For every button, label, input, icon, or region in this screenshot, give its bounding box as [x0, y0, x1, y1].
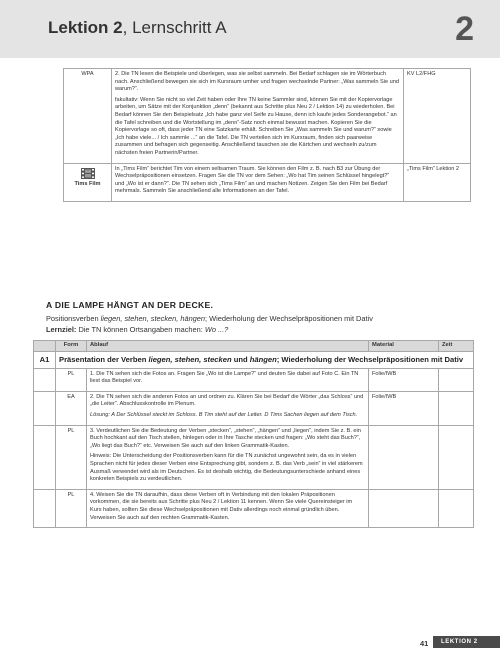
zeit-cell — [439, 425, 474, 489]
ablauf-cell — [87, 425, 369, 489]
form-cell: WPA — [64, 69, 112, 164]
table-row — [64, 163, 471, 201]
page-header — [0, 0, 500, 58]
table-row — [34, 368, 474, 391]
paragraph: 2. Die TN sehen sich die anderen Fotos an und ordnen zu. Klären Sie bei Bedarf die Wörter „das Schloss“ und „die Leiter“. Abschlusskontrolle im Plenum. — [90, 393, 364, 408]
table-header-row — [34, 341, 474, 352]
material-cell: „Tims Film“ Lektion 2 — [404, 163, 471, 201]
material-cell — [369, 489, 439, 527]
ablauf-cell — [87, 368, 369, 391]
paragraph: In „Tims Film“ berichtet Tim von einem seltsamen Traum. Sie können den Film z. B. nach B3 zur Übung der Wechselpräpositionen einsetzen. Fragen Sie die TN vor dem Sehen: „Wo hat Tim seinen Schlüssel hingelegt?“ und „Wo ist er dann?“. Die TN sehen sich „Tims Film“ an und machen Notizen. Zeigen Sie den Film bei Bedarf mehrmals. Sammeln Sie anschließend alle Informationen an der Tafel. — [115, 165, 390, 195]
material-cell: Folie/IWB — [369, 368, 439, 391]
solution-paragraph: Lösung: A Der Schlüssel steckt im Schloss. B Tim steht auf der Leiter. D Tims Sachen liegen auf dem Tisch. — [90, 411, 358, 418]
chapter-number: 2 — [455, 10, 474, 48]
topic-suffix: ; Wiederholung der Wechselpräpositionen mit Dativ — [205, 314, 373, 323]
a1-title-prefix: Präsentation der Verben — [59, 355, 149, 364]
header-form: Form — [56, 341, 87, 352]
material-cell — [369, 425, 439, 489]
a1-title-verbs: liegen, stehen, stecken — [148, 355, 232, 364]
form-cell: PL — [56, 368, 87, 391]
a1-title-last: hängen — [249, 355, 277, 364]
lesson-title: Lektion 2 — [48, 18, 123, 37]
empty-cell — [34, 391, 56, 425]
table-row — [34, 391, 474, 425]
topic-prefix: Positionsverben — [46, 314, 101, 323]
material-cell: Folie/IWB — [369, 391, 439, 425]
zeit-cell — [439, 391, 474, 425]
ablauf-cell — [87, 391, 369, 425]
lesson-step: , Lernschritt A — [122, 18, 227, 37]
paragraph: 1. Die TN sehen sich die Fotos an. Fragen Sie „Wo ist die Lampe?“ und deuten Sie dabei auf Foto C. Ein TN liest das Beispiel vor. — [90, 370, 359, 385]
topic-verbs: liegen, stehen, stecken, hängen — [100, 314, 206, 323]
table-row — [34, 425, 474, 489]
ablauf-cell — [87, 489, 369, 527]
lesson-tag: LEKTION 2 — [433, 636, 500, 648]
film-label: Tims Film — [74, 180, 101, 187]
ablauf-cell — [112, 69, 404, 164]
header-zeit: Zeit — [439, 341, 474, 352]
header-col1 — [34, 341, 56, 352]
top-table — [63, 68, 471, 202]
a1-title-row — [34, 352, 474, 369]
section-goal — [46, 325, 486, 334]
page-number: 41 — [420, 639, 429, 648]
section-title: A DIE LAMPE HÄNGT AN DER DECKE. — [46, 300, 214, 310]
empty-cell — [34, 368, 56, 391]
material-cell: KV L2/FHG — [404, 69, 471, 164]
a1-title-suffix: ; Wiederholung der Wechselpräpositionen mit Dativ — [276, 355, 464, 364]
paragraph: fakultativ: Wenn Sie nicht so viel Zeit haben oder Ihre TN keine Sammler sind, können Sie mit der Kopiervorlage arbeiten, um Sätze mit der Konjunktion „denn“ (bekannt aus Schritte plus Neu 2 / Lektion 14) zu wiederholen. Bei Bedarf können Sie den Beispielsatz „Ich habe ganz viel Seife zu Hause, denn ich kaufe jedes Sonderangebot.“ an die Tafel schreiben und die Wortstellung im „denn“-Satz noch einmal bewusst machen. Kopieren Sie die Kopiervorlage so oft, dass jeder TN eine Satzkarte erhält. Schreiben Sie „Was sammeln Sie und warum?“ sowie „Ich habe viele... / Ich sammle ...“ an die Tafel. Die TN verteilen sich im Kursraum, finden sich paarweise zusammen und befragen sich gegenseitig. Anschließend tauschen sie die Kärtchen und wechseln zu/zum nächsten freien Partnerin/Partner. — [115, 96, 397, 156]
goal-text: Die TN können Ortsangaben machen: — [76, 325, 205, 334]
hint-paragraph: Hinweis: Die Unterscheidung der Positionsverben kann für die TN zunächst ungewohnt sein, da es in vielen Sprachen nicht für jedes dieser Verben eine Entsprechung gibt, sondern z. B. das Verb „sein“ in viel stärkerem Ausmaß verwendet wird als im Deutschen. Es ist deshalb wichtig, die Bedeutungsunterschiede anhand eines konkreten Beispiels zu verdeutlichen. — [90, 453, 363, 483]
paragraph: 2. Die TN lesen die Beispiele und überlegen, was sie selbst sammeln. Bei Bedarf schlagen sie im Wörterbuch nach. Anschließend bewegen sie sich im Kursraum umher und fragen wechselnde Partner: „Was sammeln Sie und warum?“. — [115, 71, 399, 93]
header-ablauf: Ablauf — [87, 341, 369, 352]
table-row — [64, 69, 471, 164]
paragraph: 4. Weisen Sie die TN daraufhin, dass diese Verben oft in Verbindung mit den lokalen Präpositionen vorkommen, die sie bereits aus Schritte plus Neu 2 / Lektion 11 kennen. Wenn Sie viele Quereinsteiger im Kurs haben, sollten Sie diese Wechselpräpositionen mit Dativ allerdings noch einmal gründlich üben. Verweisen Sie auch auf den rechten Grammatik-Kasten. — [90, 491, 353, 521]
a1-title — [56, 352, 474, 369]
a1-title-and: und — [231, 355, 250, 364]
zeit-cell — [439, 368, 474, 391]
goal-example: Wo ...? — [204, 325, 229, 334]
header-material: Material — [369, 341, 439, 352]
empty-cell — [34, 489, 56, 527]
form-cell: EA — [56, 391, 87, 425]
goal-label: Lernziel: — [46, 325, 77, 334]
table-row — [34, 489, 474, 527]
ablauf-cell — [112, 163, 404, 201]
form-cell — [64, 163, 112, 201]
section-topic — [46, 314, 486, 323]
form-cell: PL — [56, 489, 87, 527]
page-title — [48, 18, 227, 38]
empty-cell — [34, 425, 56, 489]
paragraph: 3. Verdeutlichen Sie die Bedeutung der Verben „stecken“, „stehen“, „hängen“ und „liegen“, indem Sie z. B. ein Buch hochkant auf den Tisch stellen, hinlegen oder in Ihre Tasche stecken und fragen: „Wo steht das Buch?“, „Wo liegt das Buch?“ etc. Verweisen Sie auch auf den linken Grammatik-Kasten. — [90, 427, 361, 449]
zeit-cell — [439, 489, 474, 527]
a1-label: A1 — [34, 352, 56, 369]
form-cell: PL — [56, 425, 87, 489]
film-icon — [81, 168, 95, 179]
lesson-table — [33, 340, 474, 528]
